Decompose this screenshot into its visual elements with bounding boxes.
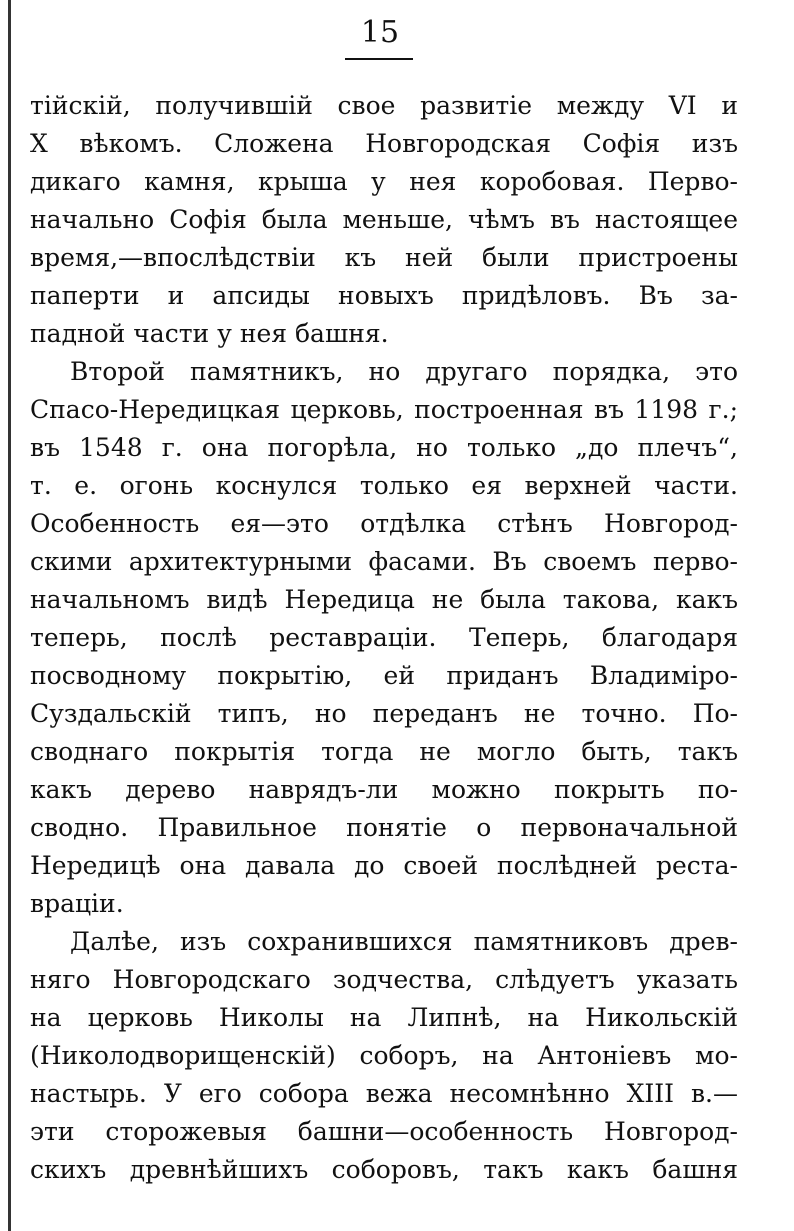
text-line: Спасо-Нередицкая церковь, построенная въ 1198 г.;	[30, 395, 738, 424]
text-line: няго Новгородскаго зодчества, слѣдуетъ указать	[30, 965, 738, 994]
page-number: 15	[360, 15, 400, 50]
text-line: начально Софія была меньше, чѣмъ въ настоящее	[30, 205, 738, 234]
text-line: Далѣе, изъ сохранившихся памятниковъ древ-	[70, 927, 738, 956]
text-line: въ 1548 г. она погорѣла, но только „до плечъ“,	[30, 433, 738, 462]
text-line: время,—впослѣдствіи къ ней были пристроены	[30, 243, 738, 272]
text-line: какъ дерево наврядъ-ли можно покрыть по-	[30, 775, 738, 804]
text-line: тійскій, получившій свое развитіе между VI и	[30, 91, 738, 120]
binding-edge	[8, 0, 11, 1231]
text-line: падной части у нея башня.	[30, 319, 389, 348]
text-line: Особенность ея—это отдѣлка стѣнъ Новгород-	[30, 509, 738, 538]
body-text	[30, 87, 738, 1189]
text-line: сводно. Правильное понятіе о первоначальной	[30, 813, 738, 842]
text-line: Суздальскій типъ, но переданъ не точно. По-	[30, 699, 738, 728]
text-line: начальномъ видѣ Нередица не была такова, какъ	[30, 585, 738, 614]
page-number-rule	[345, 58, 413, 60]
text-line: скими архитектурными фасами. Въ своемъ перво-	[30, 547, 738, 576]
text-line: паперти и апсиды новыхъ придѣловъ. Въ за-	[30, 281, 738, 310]
text-line: X вѣкомъ. Сложена Новгородская Софія изъ	[30, 129, 738, 158]
text-line: посводному покрытію, ей приданъ Владиміро-	[30, 661, 738, 690]
text-line: своднаго покрытія тогда не могло быть, такъ	[30, 737, 738, 766]
text-line: (Николодворищенскій) соборъ, на Антоніевъ мо-	[30, 1041, 738, 1070]
text-line: враціи.	[30, 889, 124, 918]
text-line: скихъ древнѣйшихъ соборовъ, такъ какъ башня	[30, 1155, 738, 1184]
text-line: дикаго камня, крыша у нея коробовая. Перво-	[30, 167, 738, 196]
text-line: на церковь Николы на Липнѣ, на Никольскій	[30, 1003, 738, 1032]
text-line: настырь. У его собора вежа несомнѣнно XIII в.—	[30, 1079, 738, 1108]
text-line: эти сторожевыя башни—особенность Новгород-	[30, 1117, 738, 1146]
text-line: Второй памятникъ, но другаго порядка, это	[70, 357, 738, 386]
text-line: т. е. огонь коснулся только ея верхней части.	[30, 471, 738, 500]
text-line: теперь, послѣ реставраціи. Теперь, благодаря	[30, 623, 738, 652]
text-line: Нередицѣ она давала до своей послѣдней реста-	[30, 851, 738, 880]
